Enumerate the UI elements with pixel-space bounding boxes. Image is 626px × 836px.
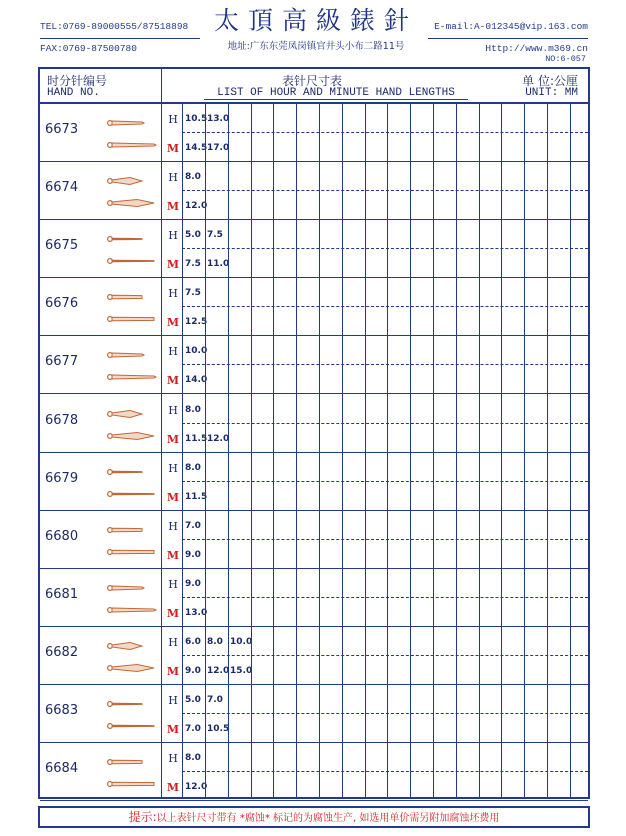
minute-length-value: 11.0 (207, 259, 230, 270)
minute-length-value: 12.5 (185, 317, 208, 328)
minute-hand-image (102, 777, 160, 791)
contact-left (40, 16, 188, 60)
hand-images (102, 511, 160, 569)
minute-label: M (166, 664, 180, 678)
hour-length-value: 7.0 (207, 695, 223, 705)
minute-label: M (166, 781, 180, 795)
hour-label: H (168, 752, 178, 766)
hour-length-value: 8.0 (207, 636, 223, 647)
table-row (40, 685, 588, 743)
hour-hand-image (102, 639, 160, 653)
grid-column-line (296, 102, 297, 799)
minute-length-value: 11.5 (185, 491, 208, 502)
grid-column-line (524, 102, 525, 799)
hour-length-value: 10.0 (185, 346, 208, 357)
minute-label: M (166, 548, 180, 562)
hand-code: 6681 (45, 586, 79, 602)
hand-code: 6678 (45, 412, 79, 428)
grid-column-line (161, 102, 162, 799)
minute-hand-image (102, 138, 160, 152)
hand-code: 6684 (45, 761, 79, 777)
hour-label: H (168, 461, 178, 475)
minute-length-value: 12.0 (207, 665, 230, 676)
hour-length-value: 7.0 (185, 520, 201, 531)
email-text: E-mail:A-012345@vip.163.com (434, 21, 588, 32)
minute-label: M (166, 606, 180, 620)
hour-label: H (168, 694, 178, 707)
minute-length-value: 9.0 (185, 665, 201, 676)
minute-hand-image (102, 312, 160, 326)
hour-label: H (168, 403, 178, 417)
hand-code: 6683 (45, 703, 79, 718)
minute-length-value: 14.0 (185, 375, 208, 386)
hour-length-value: 10.5 (185, 114, 208, 124)
minute-hand-image (102, 719, 160, 733)
unit-cn: 单 位:公厘 (522, 74, 578, 88)
minute-hand-image (102, 487, 160, 501)
website-text: Http://www.m369.cn (485, 43, 588, 54)
grid-column-line (570, 102, 571, 799)
hour-hand-image (102, 174, 160, 188)
hand-images (102, 743, 160, 801)
table-row (40, 395, 588, 453)
hour-length-value: 8.0 (185, 172, 201, 183)
hand-code: 6679 (45, 470, 79, 486)
table-row (40, 743, 588, 801)
hour-length-value: 8.0 (185, 462, 201, 473)
hour-label: H (168, 635, 178, 649)
minute-label: M (166, 432, 180, 446)
minute-label: M (166, 723, 180, 736)
grid-column-line (319, 102, 320, 799)
hand-length-table (38, 67, 590, 799)
brand-title: 太頂高級錶針 (213, 6, 418, 35)
grid-column-line (456, 102, 457, 799)
hand-images (102, 627, 160, 685)
minute-length-value: 17.0 (207, 143, 230, 153)
grid-column-line (182, 102, 183, 799)
fax-text: FAX:0769-87500780 (40, 43, 137, 54)
hand-images (102, 336, 160, 394)
hour-hand-image (102, 755, 160, 769)
grid-column-line (273, 102, 274, 799)
footer-prefix: 提示: (128, 810, 157, 824)
address-text: 地址:广东东莞凤岗镇官井头小布二路11号 (227, 41, 405, 52)
table-row (40, 104, 588, 162)
minute-length-value: 12.0 (185, 201, 208, 212)
grid-column-line (365, 102, 366, 799)
minute-label: M (166, 258, 180, 272)
table-row (40, 569, 588, 627)
table-row (40, 336, 588, 394)
hand-images (102, 162, 160, 220)
table-row (40, 453, 588, 511)
hour-label: H (168, 113, 178, 126)
minute-label: M (166, 200, 180, 214)
hand-code: 6676 (45, 296, 79, 312)
grid-column-line (433, 102, 434, 799)
code-header-en: HAND NO. (47, 87, 100, 99)
hand-images (102, 278, 160, 336)
minute-hand-image (102, 429, 160, 443)
grid-column-line (228, 102, 229, 799)
minute-length-value: 15.0 (230, 665, 253, 676)
unit-en: UNIT: MM (525, 87, 578, 99)
hand-images (102, 220, 160, 278)
hour-hand-image (102, 290, 160, 304)
hour-length-value: 9.0 (185, 578, 201, 589)
hour-length-value: 5.0 (185, 695, 201, 705)
minute-label: M (166, 142, 180, 155)
minute-length-value: 13.0 (185, 607, 208, 618)
hand-code: 6682 (45, 644, 79, 660)
brand-block (200, 6, 432, 52)
hour-hand-image (102, 407, 160, 421)
hand-images (102, 453, 160, 511)
hand-code: 6677 (45, 354, 79, 370)
hand-images (102, 685, 160, 743)
lengths-header (162, 69, 588, 102)
doc-number: NO:6-057 (545, 54, 586, 64)
grid-column-line (410, 102, 411, 799)
hour-label: H (168, 519, 178, 533)
hour-label: H (168, 229, 178, 243)
grid-column-line (547, 102, 548, 799)
table-row (40, 627, 588, 685)
grid-column-line (251, 102, 252, 799)
grid-column-line (501, 102, 502, 799)
minute-length-value: 11.5 (185, 433, 208, 444)
hand-images (102, 569, 160, 627)
table-header (40, 69, 588, 104)
code-header-cn: 时分针编号 (47, 74, 108, 88)
minute-hand-image (102, 603, 160, 617)
hand-code: 6674 (45, 180, 79, 196)
hour-hand-image (102, 116, 160, 130)
hour-length-value: 10.0 (230, 636, 253, 647)
table-row (40, 162, 588, 220)
title-cn: 表针尺寸表 (281, 74, 342, 88)
grid-column-line (342, 102, 343, 799)
hour-length-value: 8.0 (185, 753, 201, 764)
hour-label: H (168, 287, 178, 301)
table-row (40, 220, 588, 278)
grid-column-line (387, 102, 388, 799)
table-row (40, 511, 588, 569)
minute-length-value: 12.0 (207, 433, 230, 444)
minute-length-value: 7.5 (185, 259, 201, 270)
minute-length-value: 10.5 (207, 724, 230, 734)
hour-length-value: 5.0 (185, 230, 201, 241)
hand-code: 6675 (45, 238, 79, 254)
code-header (40, 69, 162, 102)
hour-label: H (168, 577, 178, 591)
hour-hand-image (102, 465, 160, 479)
grid-column-line (479, 102, 480, 799)
hour-length-value: 7.5 (185, 288, 201, 299)
hand-code: 6673 (45, 122, 79, 137)
hand-images (102, 395, 160, 453)
minute-length-value: 9.0 (185, 549, 201, 560)
hour-length-value: 8.0 (185, 404, 201, 415)
hand-images (102, 104, 160, 162)
footer-note (38, 806, 590, 828)
hour-length-value: 6.0 (185, 636, 201, 647)
footer-text: 以上表针尺寸带有 *腐蚀* 标记的为腐蚀生产, 如选用单价需另附加腐蚀坯费用 (156, 813, 500, 824)
hour-hand-image (102, 523, 160, 537)
hour-length-value: 7.5 (207, 230, 223, 241)
minute-hand-image (102, 254, 160, 268)
table-row (40, 278, 588, 336)
hour-hand-image (102, 581, 160, 595)
hour-label: H (168, 345, 178, 359)
minute-length-value: 7.0 (185, 724, 201, 734)
minute-length-value: 12.0 (185, 782, 208, 793)
hour-hand-image (102, 697, 160, 711)
title-en: LIST OF HOUR AND MINUTE HAND LENGTHS (204, 87, 468, 100)
hour-hand-image (102, 232, 160, 246)
minute-hand-image (102, 545, 160, 559)
minute-label: M (166, 316, 180, 330)
minute-label: M (166, 490, 180, 504)
minute-hand-image (102, 196, 160, 210)
minute-hand-image (102, 661, 160, 675)
hour-hand-image (102, 348, 160, 362)
grid-column-line (205, 102, 206, 799)
hand-code: 6680 (45, 528, 79, 544)
tel-text: TEL:0769-89000555/87518898 (40, 21, 189, 32)
minute-label: M (166, 374, 180, 388)
minute-length-value: 14.5 (185, 143, 208, 153)
hour-length-value: 13.0 (207, 114, 230, 124)
hour-label: H (168, 171, 178, 185)
minute-hand-image (102, 370, 160, 384)
